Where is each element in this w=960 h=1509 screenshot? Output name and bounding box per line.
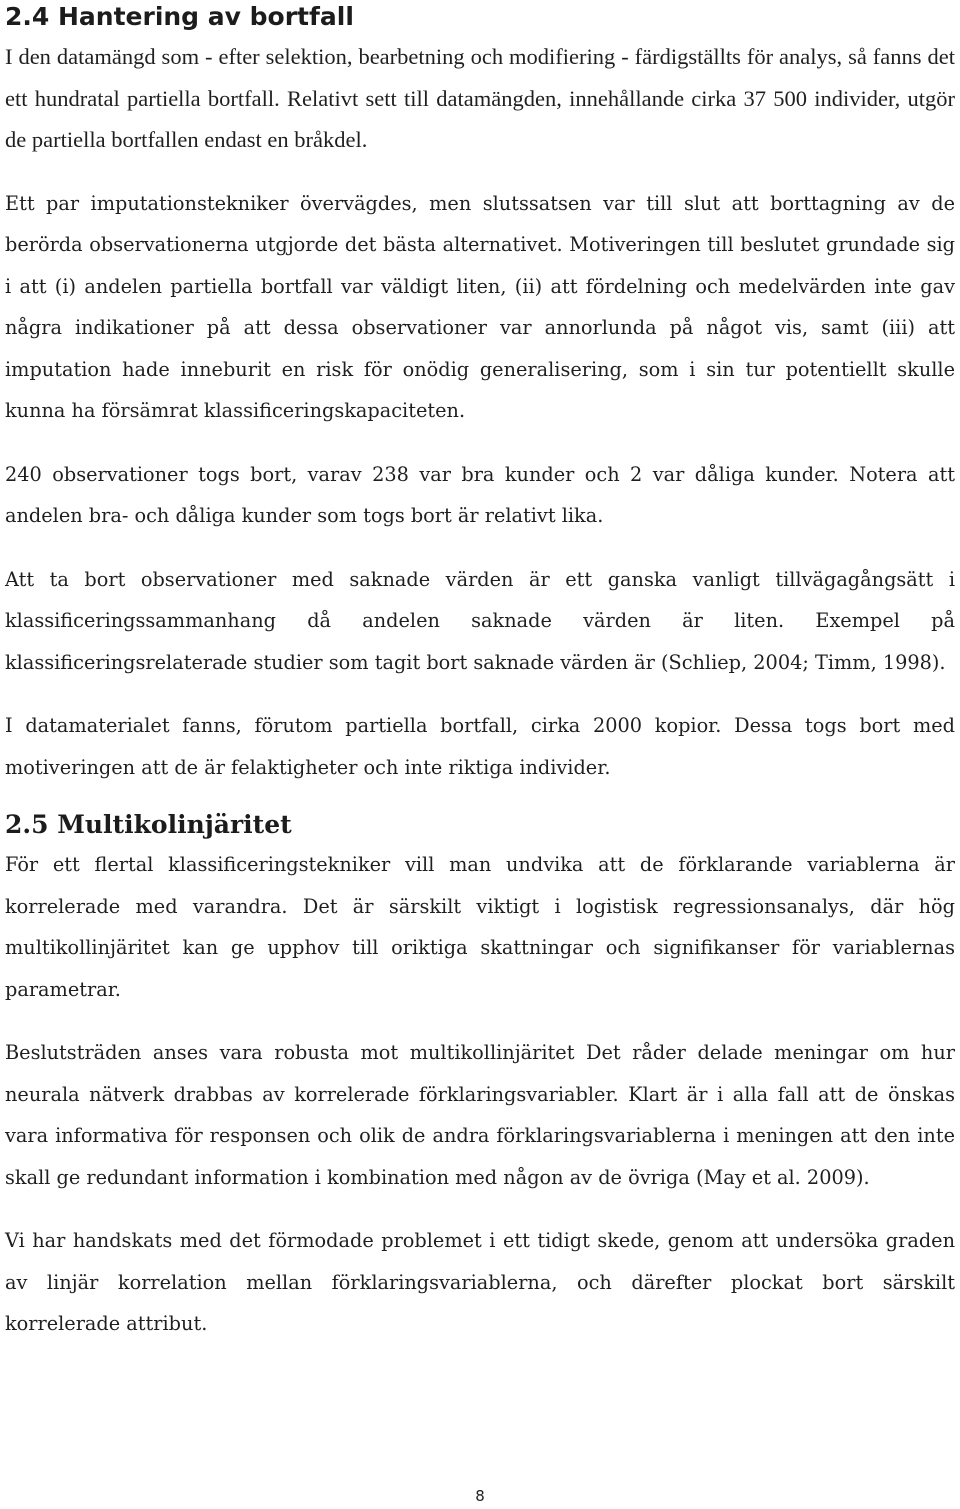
paragraph-handskats: Vi har handskats med det förmodade problemet i ett tidigt skede, genom att undersöka graden av linjär korrelation mellan förklaringsvariablerna, och därefter plockat bort särskilt korrelerade attribut. <box>5 1229 955 1335</box>
document-page <box>5 0 955 1345</box>
paragraph-240-observationer: 240 observationer togs bort, varav 238 var bra kunder och 2 var dåliga kunder. Notera att andelen bra- och dåliga kunder som togs bort är relativt lika. <box>5 462 955 527</box>
paragraph-imputationstekniker: Ett par imputationstekniker övervägdes, men slutssatsen var till slut att borttagning av de berörda observationerna utgjorde det bästa alternativet. Motiveringen till beslutet grundade sig i att (i) andelen partiella bortfall var väldigt liten, (ii) att fördelning och medelvärden inte gav några indikationer på att dessa observationer var annorlunda på något vis, samt (iii) att imputation hade inneburit en risk för onödig generalisering, som i sin tur potentiellt skulle kunna ha försämrat klassificeringskapaciteten. <box>5 191 955 422</box>
paragraph-ta-bort-observationer: Att ta bort observationer med saknade värden är ett ganska vanligt tillvägagångsätt i klassificeringssammanhang då andelen saknade värden är liten. Exempel på klassificeringsrelaterade studier som tagit bort saknade värden är (Schliep, 2004; Timm, 1998). <box>5 567 955 674</box>
page-number: 8 <box>475 1487 485 1505</box>
section-heading-hantering-av-bortfall: 2.4 Hantering av bortfall <box>5 2 354 31</box>
paragraph-datamangd: I den datamängd som - efter selektion, bearbetning och modifiering - färdigställts för analys, så fanns det ett hundratal partiella bortfall. Relativt sett till datamängden, innehållande cirka 37 500 individer, utgör de partiella bortfallen endast en bråkdel. <box>5 44 955 152</box>
section-heading-multikolinjaritet: 2.5 Multikolinjäritet <box>5 810 292 839</box>
paragraph-kopior: I datamaterialet fanns, förutom partiella bortfall, cirka 2000 kopior. Dessa togs bort med motiveringen att de är felaktigheter och inte riktiga individer. <box>5 714 955 779</box>
paragraph-klassificeringstekniker: För ett flertal klassificeringstekniker vill man undvika att de förklarande variablerna är korrelerade med varandra. Det är särskilt viktigt i logistisk regressionsanalys, där hög multikollinjäritet kan ge upphov till oriktiga skattningar och signifikanser för variablernas parametrar. <box>5 853 955 1001</box>
paragraph-beslutstraden: Beslutsträden anses vara robusta mot multikollinjäritet Det råder delade meningar om hur neurala nätverk drabbas av korrelerade förklaringsvariabler. Klart är i alla fall att de önskas vara informativa för responsen och olik de andra förklaringsvariablerna i meningen att den inte skall ge redundant information i kombination med någon av de övriga (May et al. 2009). <box>5 1041 955 1189</box>
